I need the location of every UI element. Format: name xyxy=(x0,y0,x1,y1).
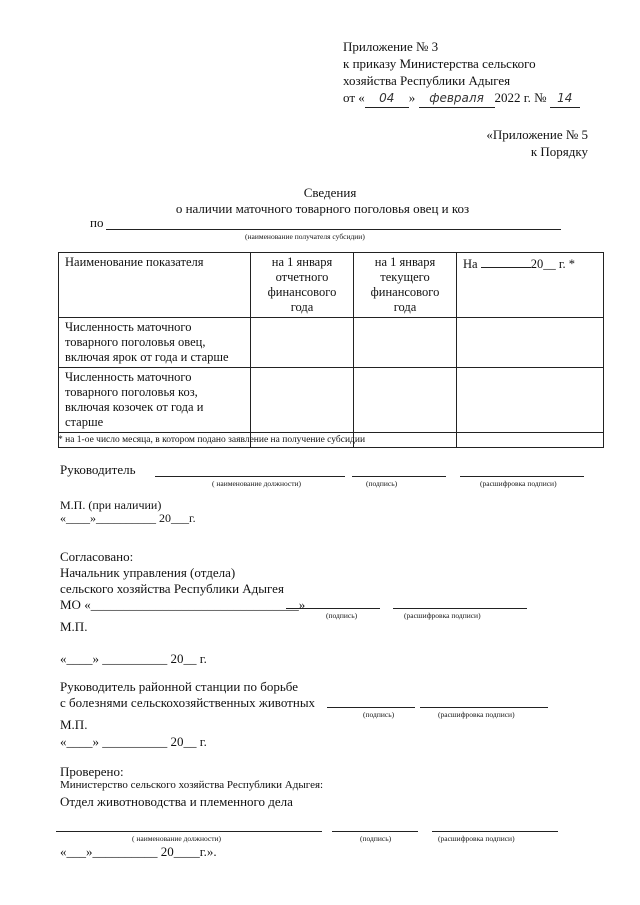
column-header: Наименование показателя xyxy=(59,253,251,318)
table-cell[interactable] xyxy=(354,318,457,368)
vet-signature-line[interactable] xyxy=(327,707,415,708)
manager-label: Руководитель xyxy=(60,462,136,477)
appendix-number: Приложение № 3 xyxy=(343,39,439,54)
checked-label: Проверено: xyxy=(60,764,124,779)
agreed-signature-line[interactable] xyxy=(286,608,380,609)
checked-position-line[interactable] xyxy=(56,831,322,832)
date-month: февраля xyxy=(419,89,495,108)
table-cell[interactable] xyxy=(457,368,604,433)
vet-signature-caption: (подпись) xyxy=(363,710,395,719)
table-cell[interactable] xyxy=(251,318,354,368)
table-cell[interactable] xyxy=(251,368,354,433)
row-label: Численность маточного товарного поголовья коз, включая козочек от года и старше xyxy=(59,368,251,433)
vet-line2: с болезнями сельскохозяйственных животных xyxy=(60,695,316,710)
recipient-line[interactable] xyxy=(106,229,561,230)
agreed-seal: М.П. xyxy=(60,619,88,634)
manager-decoding-line[interactable] xyxy=(460,476,584,477)
agreed-decoding-caption: (расшифровка подписи) xyxy=(404,611,481,620)
table-cell[interactable] xyxy=(354,433,457,448)
date-prefix: от « xyxy=(343,90,365,105)
agreed-signature-caption: (подпись) xyxy=(326,611,358,620)
by-label: по xyxy=(90,215,104,230)
order-number: 14 xyxy=(550,89,580,108)
agreed-decoding-line[interactable] xyxy=(393,608,527,609)
doc-subtitle: о наличии маточного товарного поголовья овец и коз xyxy=(175,201,470,216)
vet-seal: М.П. xyxy=(60,717,88,732)
order-date-line xyxy=(343,89,580,108)
agreed-label: Согласовано: xyxy=(60,549,134,564)
doc-title: Сведения xyxy=(303,185,357,200)
ministry-line: хозяйства Республики Адыгея xyxy=(343,73,511,88)
agreed-date: «____» __________ 20__ г. xyxy=(60,651,207,666)
row-label: Численность маточного товарного поголовья овец, включая ярок от года и старше xyxy=(59,318,251,368)
recipient-caption: (наименование получателя субсидии) xyxy=(245,232,365,241)
vet-decoding-caption: (расшифровка подписи) xyxy=(438,710,515,719)
vet-line1: Руководитель районной станции по борьбе xyxy=(60,679,299,694)
checked-dept: Отдел животноводства и племенного дела xyxy=(60,794,293,809)
checked-signature-caption: (подпись) xyxy=(360,834,392,843)
agreed-line2: сельского хозяйства Республики Адыгея xyxy=(60,581,284,596)
column-header: на 1 января отчетного финансового года xyxy=(251,253,354,318)
checked-signature-line[interactable] xyxy=(332,831,418,832)
manager-position-line[interactable] xyxy=(155,476,345,477)
date-day: 04 xyxy=(365,89,409,108)
table-row xyxy=(59,318,604,368)
column-header: на 1 января текущего финансового года xyxy=(354,253,457,318)
checked-position-caption: ( наименование должности) xyxy=(132,834,222,843)
appendix5-to: к Порядку xyxy=(530,144,588,159)
manager-date: «____»__________ 20___г. xyxy=(60,511,196,525)
manager-signature-line[interactable] xyxy=(352,476,446,477)
checked-decoding-caption: (расшифровка подписи) xyxy=(438,834,515,843)
vet-date: «____» __________ 20__ г. xyxy=(60,734,207,749)
data-table xyxy=(58,252,604,448)
manager-decoding-caption: (расшифровка подписи) xyxy=(480,479,557,488)
table-cell[interactable] xyxy=(457,433,604,448)
checked-date: «___»__________ 20____г.». xyxy=(60,844,217,859)
date-blank[interactable] xyxy=(481,255,531,268)
table-cell[interactable] xyxy=(354,368,457,433)
table-cell[interactable] xyxy=(457,318,604,368)
checked-decoding-line[interactable] xyxy=(432,831,558,832)
agreed-line1: Начальник управления (отдела) xyxy=(60,565,236,580)
table-header-row xyxy=(59,253,604,318)
agreed-mo: МО «________________________________» xyxy=(60,597,306,612)
manager-signature-caption: (подпись) xyxy=(366,479,398,488)
vet-decoding-line[interactable] xyxy=(420,707,548,708)
checked-ministry: Министерство сельского хозяйства Республики Адыгея: xyxy=(60,779,324,791)
date-mid: » xyxy=(408,90,416,105)
appendix5: «Приложение № 5 xyxy=(486,127,588,142)
manager-seal: М.П. (при наличии) xyxy=(60,498,162,512)
column-header-custom-date: На 20__ г. * xyxy=(457,253,604,318)
manager-position-caption: ( наименование должности) xyxy=(212,479,302,488)
order-reference: к приказу Министерства сельского xyxy=(343,56,536,71)
table-footnote: * на 1-ое число месяца, в котором подано заявление на получение субсидии xyxy=(58,435,366,445)
date-year: 2022 г. № xyxy=(494,90,547,105)
table-row xyxy=(59,368,604,433)
